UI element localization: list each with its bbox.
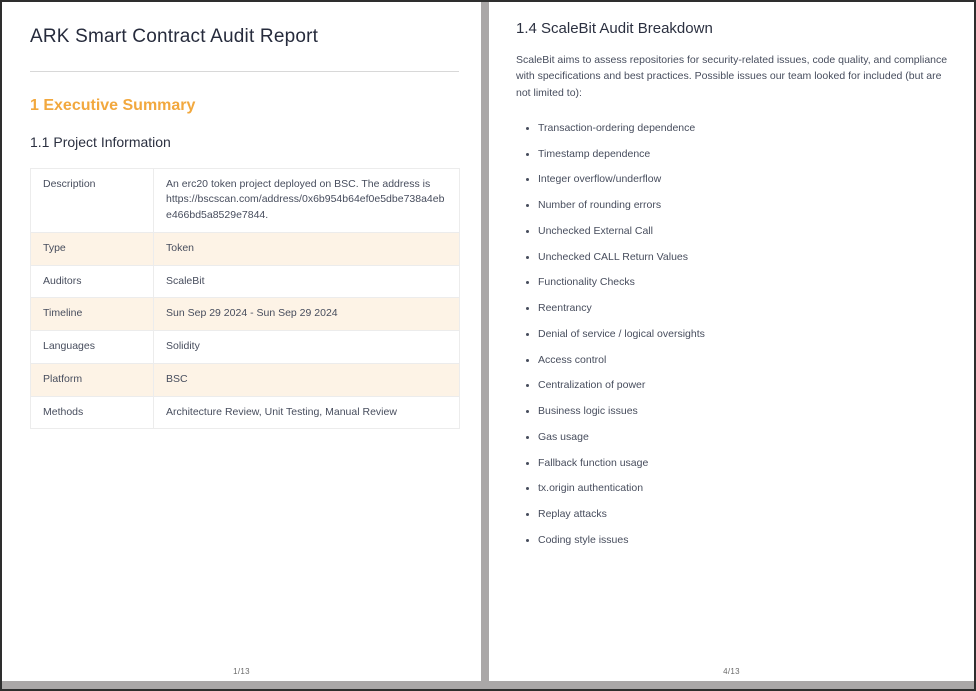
list-item: • Unchecked CALL Return Values: [538, 250, 948, 266]
list-item: • Business logic issues: [538, 404, 948, 420]
row-value: ScaleBit: [154, 265, 460, 298]
table-row-languages: [31, 331, 460, 364]
row-label: Methods: [31, 396, 154, 429]
table-row-platform: [31, 363, 460, 396]
section-heading-executive-summary: 1 Executive Summary: [30, 96, 196, 114]
page-number: 4/13: [723, 667, 740, 676]
row-value: Token: [154, 232, 460, 265]
table-row-type: [31, 232, 460, 265]
row-label: Languages: [31, 331, 154, 364]
list-item: • Access control: [538, 353, 948, 369]
list-item: • Number of rounding errors: [538, 198, 948, 214]
list-item: • Functionality Checks: [538, 275, 948, 291]
row-label: Timeline: [31, 298, 154, 331]
row-value: BSC: [154, 363, 460, 396]
row-label: Type: [31, 232, 154, 265]
list-item: • Transaction-ordering dependence: [538, 121, 948, 137]
list-item: • Reentrancy: [538, 301, 948, 317]
row-value: Sun Sep 29 2024 - Sun Sep 29 2024: [154, 298, 460, 331]
audit-checklist: [516, 121, 948, 549]
list-item: • tx.origin authentication: [538, 481, 948, 497]
table-row-methods: [31, 396, 460, 429]
list-item: • Coding style issues: [538, 533, 948, 549]
list-item: • Gas usage: [538, 430, 948, 446]
report-page-1: [2, 2, 481, 681]
list-item: • Unchecked External Call: [538, 224, 948, 240]
page-number: 1/13: [233, 667, 250, 676]
list-item: • Timestamp dependence: [538, 147, 948, 163]
report-page-4: [489, 2, 974, 681]
table-row-timeline: [31, 298, 460, 331]
title-divider: [30, 71, 459, 72]
row-value: Solidity: [154, 331, 460, 364]
table-row-auditors: [31, 265, 460, 298]
subsection-heading-project-information: 1.1 Project Information: [30, 134, 171, 151]
row-label: Auditors: [31, 265, 154, 298]
page-gutter: [481, 2, 489, 681]
intro-paragraph: ScaleBit aims to assess repositories for security-related issues, code quality, and compliance with specifications and best practices. Possible issues our team looked for included (but are not limited to):: [516, 53, 948, 100]
list-item: • Replay attacks: [538, 507, 948, 523]
row-value: Architecture Review, Unit Testing, Manual Review: [154, 396, 460, 429]
list-item: • Fallback function usage: [538, 456, 948, 472]
project-information-table: [30, 168, 460, 430]
row-label: Description: [31, 168, 154, 232]
report-title: ARK Smart Contract Audit Report: [30, 26, 319, 47]
table-row-description: [31, 168, 460, 232]
row-label: Platform: [31, 363, 154, 396]
list-item: • Denial of service / logical oversights: [538, 327, 948, 343]
list-item: • Centralization of power: [538, 378, 948, 394]
row-value: An erc20 token project deployed on BSC. The address is https://bscscan.com/address/0x6b954b64ef0e5dbe738a4ebe466bd5a8529e7844.: [154, 168, 460, 232]
list-item: • Integer overflow/underflow: [538, 172, 948, 188]
section-heading-audit-breakdown: 1.4 ScaleBit Audit Breakdown: [516, 20, 713, 37]
